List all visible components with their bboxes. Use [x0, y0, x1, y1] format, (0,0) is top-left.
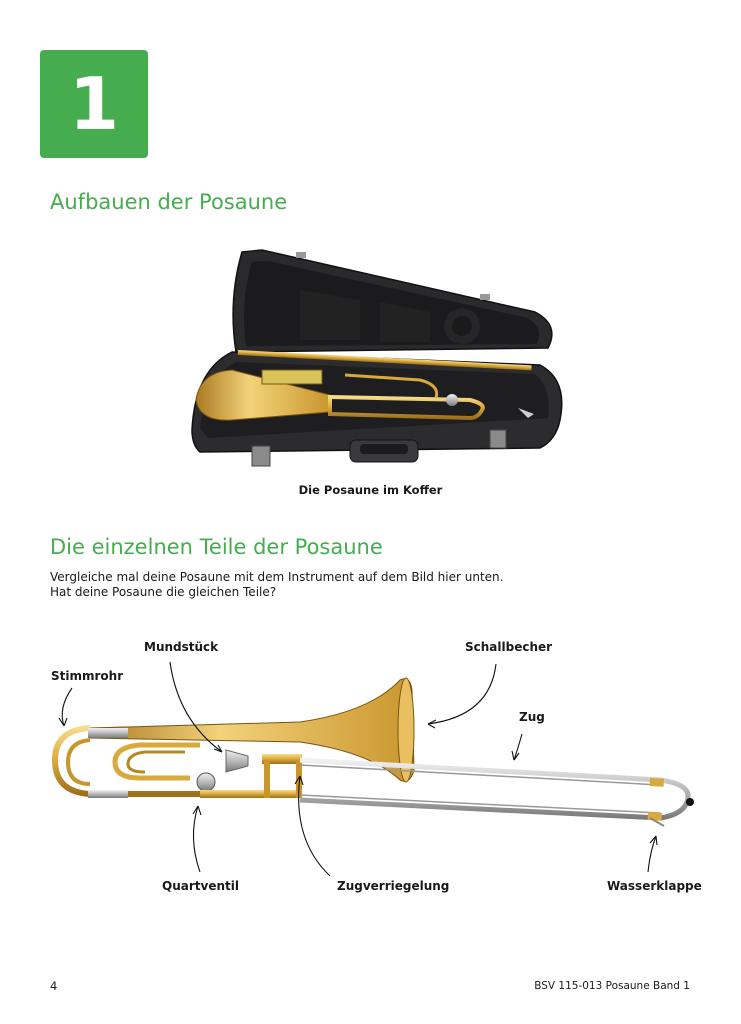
intro-line-1: Vergleiche mal deine Posaune mit dem Instrument auf dem Bild hier unten. [50, 570, 504, 584]
pointer-arrows [59, 662, 657, 876]
water-key [686, 798, 694, 806]
page-number: 4 [50, 979, 58, 993]
chapter-number: 1 [68, 62, 120, 146]
label-zug: Zug [519, 710, 545, 724]
section-title-assemble: Aufbauen der Posaune [50, 190, 288, 214]
label-stimmrohr: Stimmrohr [51, 669, 124, 683]
label-schallbecher: Schallbecher [465, 640, 553, 654]
section-title-parts: Die einzelnen Teile der Posaune [50, 535, 383, 559]
case-image-caption: Die Posaune im Koffer [298, 483, 443, 497]
label-zugverriegelung: Zugverriegelung [337, 879, 450, 893]
label-quartventil: Quartventil [162, 879, 239, 893]
rotor-valve [197, 773, 215, 791]
intro-line-2: Hat deine Posaune die gleichen Teile? [50, 585, 277, 599]
slide-lock [264, 760, 270, 798]
publication-info: BSV 115-013 Posaune Band 1 [534, 980, 690, 992]
label-wasserklappe: Wasserklappe [607, 879, 702, 893]
label-mundstueck: Mundstück [144, 640, 219, 654]
mouthpiece [226, 750, 248, 772]
